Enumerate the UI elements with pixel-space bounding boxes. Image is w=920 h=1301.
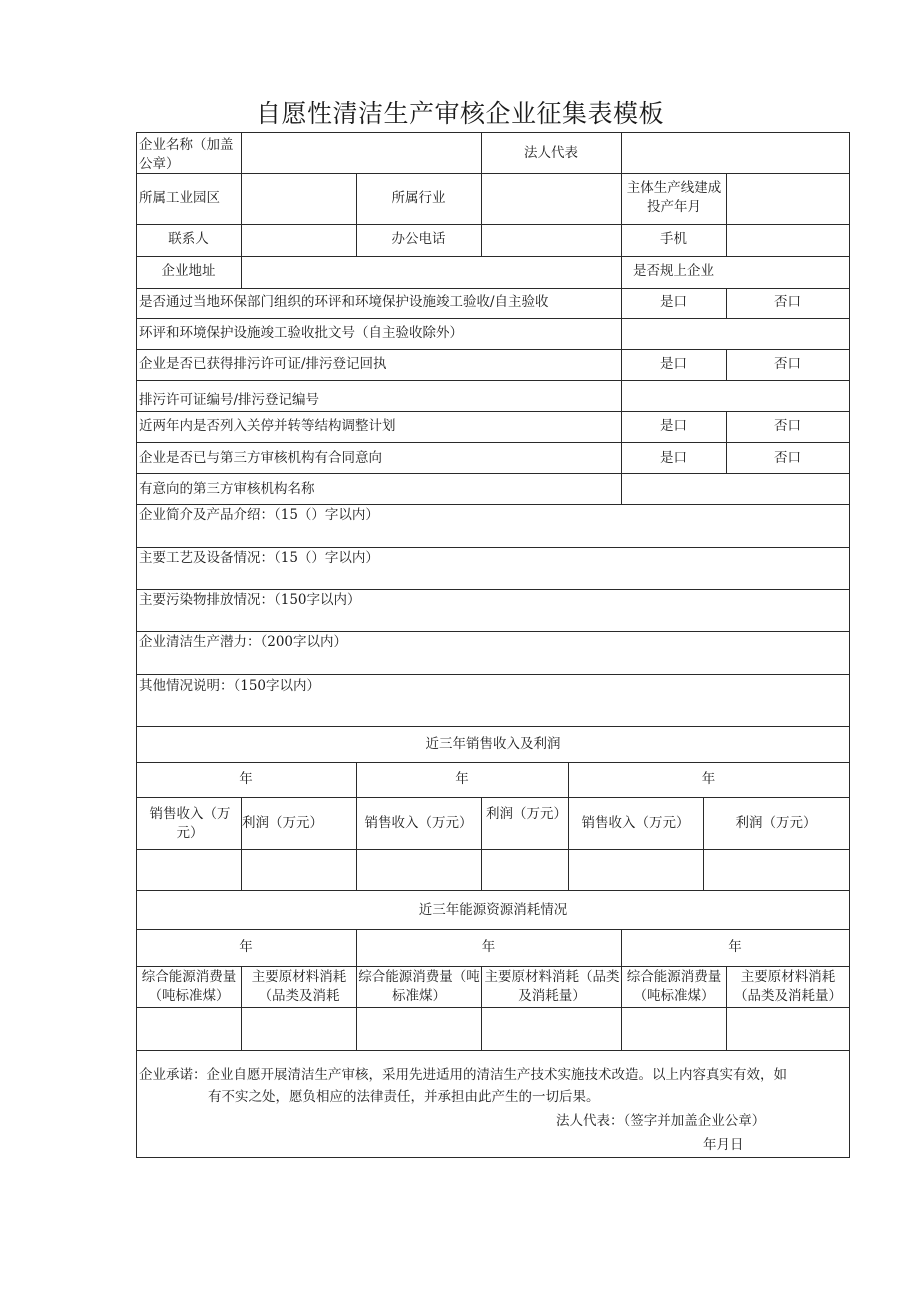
page-title: 自愿性清洁生产审核企业征集表模板: [255, 99, 664, 128]
energy-consumption-header: 综合能源消费量（吨标准煤）: [358, 969, 480, 1004]
sales-revenue-header: 销售收入（万元）: [364, 815, 473, 831]
no-checkbox[interactable]: 否口: [774, 450, 801, 466]
question-eia-acceptance: 是否通过当地环保部门组织的环评和环境保护设施竣工验收/自主验收: [139, 294, 549, 310]
sales-year-1: 年: [239, 771, 253, 787]
materials-header: 主要原材料消耗（品类及消耗量）: [484, 969, 620, 1004]
other-label: 其他情况说明：（150字以内）: [139, 678, 321, 694]
yes-checkbox[interactable]: 是口: [660, 356, 687, 372]
energy-heading: 近三年能源资源消耗情况: [418, 902, 568, 918]
sales-profit-header: 利润（万元）: [242, 815, 323, 831]
no-checkbox[interactable]: 否口: [774, 294, 801, 310]
sales-heading: 近三年销售收入及利润: [425, 736, 561, 752]
company-name-label: 企业名称（加盖公章）: [139, 137, 234, 172]
potential-label: 企业清洁生产潜力：（200字以内）: [139, 634, 348, 650]
above-scale-label: 是否规上企业: [633, 263, 714, 279]
materials-header: 主要原材料消耗（品类及消耗: [251, 969, 347, 1004]
question-third-party-name: 有意向的第三方审核机构名称: [139, 481, 315, 497]
energy-year-2: 年: [481, 939, 496, 955]
no-checkbox[interactable]: 否口: [774, 418, 801, 434]
energy-consumption-header: 综合能源消费量（吨标准煤）: [626, 969, 722, 1004]
sales-profit-header: 利润（万元）: [486, 806, 567, 822]
sales-year-2: 年: [455, 771, 469, 787]
question-approval-number: 环评和环境保护设施竣工验收批文号（自主验收除外）: [139, 325, 463, 341]
intro-label: 企业简介及产品介绍：（15（）字以内）: [139, 507, 379, 523]
pollutant-label: 主要污染物排放情况：（150字以内）: [139, 592, 361, 608]
park-label: 所属工业园区: [139, 190, 220, 206]
energy-consumption-header: 综合能源消费量（吨标准煤）: [141, 969, 237, 1004]
energy-year-3: 年: [728, 939, 742, 955]
yes-checkbox[interactable]: 是口: [660, 450, 687, 466]
contact-label: 联系人: [168, 231, 209, 247]
yes-checkbox[interactable]: 是口: [660, 418, 687, 434]
question-permit: 企业是否已获得排污许可证/排污登记回执: [139, 356, 387, 372]
office-phone-label: 办公电话: [391, 231, 446, 247]
commitment-text-line2: 有不实之处，愿负相应的法律责任，并承担由此产生的一切后果。: [208, 1089, 600, 1105]
sales-revenue-header: 销售收入（万元）: [581, 815, 690, 831]
sales-year-3: 年: [701, 771, 716, 787]
question-permit-number: 排污许可证编号/排污登记编号: [139, 392, 320, 408]
commitment-text-line1: 企业承诺：企业自愿开展清洁生产审核，采用先进适用的清洁生产技术实施技术改造。以上内容真实有效，如: [139, 1067, 787, 1083]
sales-profit-header: 利润（万元）: [735, 815, 817, 831]
energy-year-1: 年: [239, 939, 253, 955]
materials-header: 主要原材料消耗（品类及消耗量）: [734, 969, 842, 1004]
no-checkbox[interactable]: 否口: [774, 356, 801, 372]
line-date-label: 主体生产线建成投产年月: [626, 180, 722, 215]
mobile-label: 手机: [660, 231, 687, 247]
process-label: 主要工艺及设备情况：（15（）字以内）: [139, 550, 379, 566]
address-label: 企业地址: [161, 263, 216, 279]
question-restructuring: 近两年内是否列入关停并转等结构调整计划: [139, 418, 396, 434]
date-label: 年月日: [703, 1137, 744, 1153]
signature-label: 法人代表：（签字并加盖企业公章）: [556, 1113, 766, 1129]
sales-revenue-header: 销售收入（万元）: [149, 806, 231, 841]
industry-label: 所属行业: [391, 190, 446, 206]
legal-rep-label: 法人代表: [524, 145, 578, 161]
yes-checkbox[interactable]: 是口: [660, 294, 687, 310]
question-third-party: 企业是否已与第三方审核机构有合同意向: [139, 450, 382, 466]
